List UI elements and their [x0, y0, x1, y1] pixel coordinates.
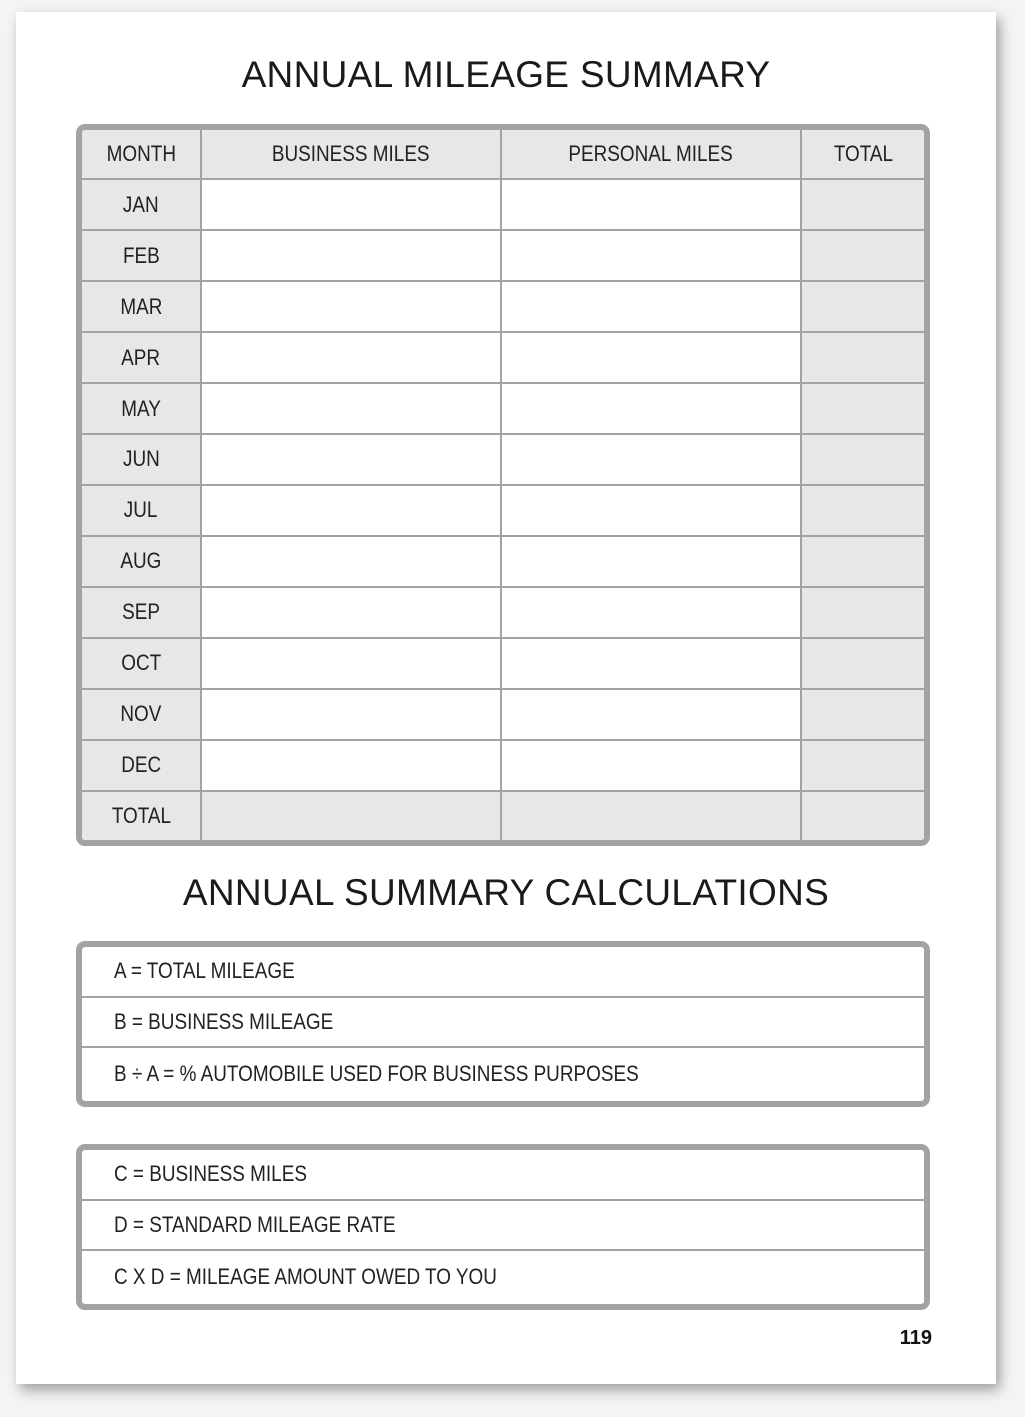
calc-line-c-x-d[interactable]: C X D = MILEAGE AMOUNT OWED TO YOU: [114, 1263, 497, 1289]
table-row: [82, 587, 924, 638]
log-page: [16, 12, 996, 1384]
column-header-month: MONTH: [82, 130, 201, 179]
total-cell[interactable]: [801, 434, 924, 485]
column-header-business-miles: BUSINESS MILES: [201, 130, 501, 179]
table-row: [82, 485, 924, 536]
table-row: [82, 740, 924, 791]
page-title: ANNUAL MILEAGE SUMMARY: [241, 54, 771, 95]
business-miles-cell[interactable]: [201, 434, 501, 485]
personal-miles-total-cell[interactable]: [501, 791, 801, 840]
personal-miles-cell[interactable]: [501, 587, 801, 638]
business-miles-cell[interactable]: [201, 179, 501, 230]
personal-miles-cell[interactable]: [501, 740, 801, 791]
calc-line-b[interactable]: B = BUSINESS MILEAGE: [82, 998, 924, 1049]
calc-line-d[interactable]: D = STANDARD MILEAGE RATE: [82, 1201, 924, 1252]
month-label: FEB: [82, 230, 201, 281]
business-miles-cell[interactable]: [201, 587, 501, 638]
page-number: 119: [899, 1327, 932, 1349]
personal-miles-cell[interactable]: [501, 179, 801, 230]
month-label: AUG: [82, 536, 201, 587]
total-cell[interactable]: [801, 383, 924, 434]
total-cell[interactable]: [801, 638, 924, 689]
month-label: MAR: [82, 281, 201, 332]
business-miles-cell[interactable]: [201, 383, 501, 434]
table-row: [82, 230, 924, 281]
total-cell[interactable]: [801, 485, 924, 536]
mileage-table-frame: [76, 124, 930, 846]
month-label: MAY: [82, 383, 201, 434]
total-cell[interactable]: [801, 179, 924, 230]
personal-miles-cell[interactable]: [501, 434, 801, 485]
total-cell[interactable]: [801, 332, 924, 383]
grand-total-cell[interactable]: [801, 791, 924, 840]
calculations-title: ANNUAL SUMMARY CALCULATIONS: [182, 872, 830, 913]
total-cell[interactable]: [801, 230, 924, 281]
total-row-label: TOTAL: [82, 791, 201, 840]
table-row: [82, 332, 924, 383]
total-cell[interactable]: [801, 536, 924, 587]
business-miles-cell[interactable]: [201, 281, 501, 332]
total-cell[interactable]: [801, 587, 924, 638]
table-total-row: [82, 791, 924, 840]
personal-miles-cell[interactable]: [501, 536, 801, 587]
business-miles-cell[interactable]: [201, 485, 501, 536]
table-row: [82, 638, 924, 689]
table-header-row: [82, 130, 924, 179]
personal-miles-cell[interactable]: [501, 230, 801, 281]
mileage-amount-calculation-box: [76, 1144, 930, 1310]
calc-line-a[interactable]: A = TOTAL MILEAGE: [82, 947, 924, 998]
month-label: OCT: [82, 638, 201, 689]
business-miles-total-cell[interactable]: [201, 791, 501, 840]
business-use-calculation-box: [76, 941, 930, 1107]
business-miles-cell[interactable]: [201, 536, 501, 587]
personal-miles-cell[interactable]: [501, 638, 801, 689]
month-label: JUL: [82, 485, 201, 536]
total-cell[interactable]: [801, 281, 924, 332]
month-label: NOV: [82, 689, 201, 740]
personal-miles-cell[interactable]: [501, 485, 801, 536]
table-row: [82, 281, 924, 332]
table-row: [82, 383, 924, 434]
calc-line-c[interactable]: C = BUSINESS MILES: [82, 1150, 924, 1201]
business-miles-cell[interactable]: [201, 638, 501, 689]
total-cell[interactable]: [801, 689, 924, 740]
column-header-personal-miles: PERSONAL MILES: [501, 130, 801, 179]
table-row: [82, 434, 924, 485]
business-miles-cell[interactable]: [201, 740, 501, 791]
table-row: [82, 689, 924, 740]
business-miles-cell[interactable]: [201, 689, 501, 740]
personal-miles-cell[interactable]: [501, 281, 801, 332]
month-label: APR: [82, 332, 201, 383]
personal-miles-cell[interactable]: [501, 332, 801, 383]
calc-line-b-div-a[interactable]: B ÷ A = % AUTOMOBILE USED FOR BUSINESS PURPOSES: [114, 1060, 639, 1086]
business-miles-cell[interactable]: [201, 230, 501, 281]
table-row: [82, 179, 924, 230]
month-label: JUN: [82, 434, 201, 485]
column-header-total: TOTAL: [801, 130, 924, 179]
mileage-table: [82, 130, 924, 840]
month-label: SEP: [82, 587, 201, 638]
total-cell[interactable]: [801, 740, 924, 791]
personal-miles-cell[interactable]: [501, 689, 801, 740]
business-miles-cell[interactable]: [201, 332, 501, 383]
table-row: [82, 536, 924, 587]
month-label: JAN: [82, 179, 201, 230]
month-label: DEC: [82, 740, 201, 791]
personal-miles-cell[interactable]: [501, 383, 801, 434]
